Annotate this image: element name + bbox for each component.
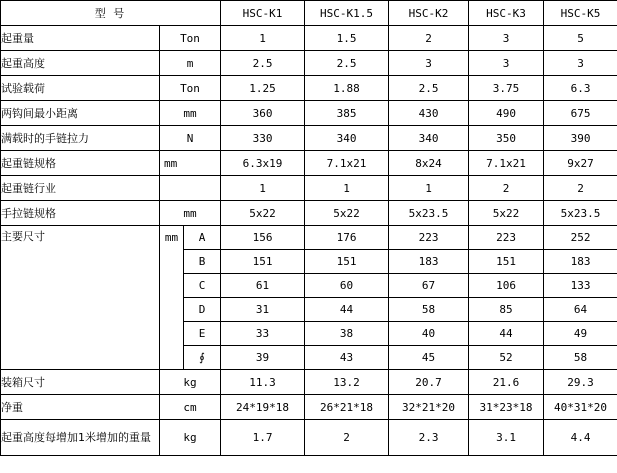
model-name: HSC-K5 [544,1,617,26]
dimension-value: 58 [544,346,617,370]
row-value: 1.88 [305,76,389,101]
row-value: 2.3 [389,420,469,456]
row-value: 21.6 [469,370,544,395]
row-value: 350 [469,126,544,151]
row-unit: kg [160,370,221,395]
row-unit: mm [160,201,221,226]
row-value: 13.2 [305,370,389,395]
dimension-value: 223 [469,226,544,250]
row-value: 8x24 [389,151,469,176]
row-value: 3 [469,26,544,51]
table-row [1,101,617,126]
row-unit: mm [160,101,221,126]
row-label: 手拉链规格 [1,201,160,226]
dimension-value: 44 [469,322,544,346]
dimension-value: 44 [305,298,389,322]
table-row [1,126,617,151]
dimension-value: 151 [221,250,305,274]
row-value: 24*19*18 [221,395,305,420]
row-unit: Ton [160,76,221,101]
row-value: 31*23*18 [469,395,544,420]
row-label: 试验载荷 [1,76,160,101]
dimension-value: 60 [305,274,389,298]
row-unit: N [160,126,221,151]
row-value: 2 [544,176,617,201]
spec-table-body [1,1,617,456]
dimension-value: 252 [544,226,617,250]
dimension-sublabel: ∮ [184,346,221,370]
dimension-value: 61 [221,274,305,298]
row-value: 20.7 [389,370,469,395]
row-value: 40*31*20 [544,395,617,420]
table-row [1,395,617,420]
dimension-value: 156 [221,226,305,250]
row-value: 5x23.5 [389,201,469,226]
row-value: 1 [221,26,305,51]
row-value: 3.75 [469,76,544,101]
row-value: 3.1 [469,420,544,456]
row-value: 340 [389,126,469,151]
row-unit [160,176,221,201]
row-label: 起重量 [1,26,160,51]
row-unit: Ton [160,26,221,51]
row-value: 5x23.5 [544,201,617,226]
dimension-sublabel: A [184,226,221,250]
row-value: 2.5 [389,76,469,101]
dimensions-unit: mm [160,226,184,370]
row-value: 675 [544,101,617,126]
dimensions-label: 主要尺寸 [1,226,160,370]
dimension-value: 176 [305,226,389,250]
table-row [1,76,617,101]
dimension-value: 106 [469,274,544,298]
row-value: 1.7 [221,420,305,456]
row-value: 4.4 [544,420,617,456]
row-value: 390 [544,126,617,151]
dimension-value: 45 [389,346,469,370]
row-value: 3 [469,51,544,76]
row-value: 3 [389,51,469,76]
dimension-value: 38 [305,322,389,346]
dimension-value: 67 [389,274,469,298]
row-value: 9x27 [544,151,617,176]
row-value: 6.3 [544,76,617,101]
model-name: HSC-K2 [389,1,469,26]
row-value: 2.5 [221,51,305,76]
dimension-value: 64 [544,298,617,322]
row-value: 26*21*18 [305,395,389,420]
row-value: 32*21*20 [389,395,469,420]
dimension-value: 31 [221,298,305,322]
row-value: 5x22 [221,201,305,226]
dimension-sublabel: D [184,298,221,322]
model-header: 型 号 [1,1,221,26]
model-name: HSC-K1.5 [305,1,389,26]
dimension-value: 223 [389,226,469,250]
row-value: 5 [544,26,617,51]
table-row [1,176,617,201]
dimension-value: 43 [305,346,389,370]
dimension-sublabel: C [184,274,221,298]
row-value: 2.5 [305,51,389,76]
row-value: 385 [305,101,389,126]
dimension-sublabel: B [184,250,221,274]
row-unit: cm [160,395,221,420]
dimension-value: 40 [389,322,469,346]
row-value: 7.1x21 [305,151,389,176]
row-value: 29.3 [544,370,617,395]
row-value: 5x22 [469,201,544,226]
row-value: 1.25 [221,76,305,101]
dimension-value: 85 [469,298,544,322]
row-value: 5x22 [305,201,389,226]
dimension-value: 52 [469,346,544,370]
dimension-value: 133 [544,274,617,298]
dimension-value: 151 [305,250,389,274]
row-value: 6.3x19 [221,151,305,176]
row-unit: mm [160,151,221,176]
dimension-value: 183 [544,250,617,274]
row-value: 1 [221,176,305,201]
row-label: 装箱尺寸 [1,370,160,395]
table-row [1,420,617,456]
row-label: 起重高度 [1,51,160,76]
row-label: 净重 [1,395,160,420]
dimension-value: 33 [221,322,305,346]
dimension-value: 183 [389,250,469,274]
row-label: 起重链行业 [1,176,160,201]
header-row [1,1,617,26]
table-row [1,51,617,76]
row-value: 1.5 [305,26,389,51]
row-value: 1 [389,176,469,201]
dimension-value: 58 [389,298,469,322]
row-label: 两钩间最小距离 [1,101,160,126]
row-value: 330 [221,126,305,151]
dimension-value: 151 [469,250,544,274]
dimension-sublabel: E [184,322,221,346]
row-value: 2 [389,26,469,51]
dimension-value: 39 [221,346,305,370]
dimension-value: 49 [544,322,617,346]
row-label: 满载时的手链拉力 [1,126,160,151]
model-name: HSC-K1 [221,1,305,26]
table-row [1,201,617,226]
row-value: 430 [389,101,469,126]
row-value: 2 [469,176,544,201]
row-value: 2 [305,420,389,456]
row-value: 1 [305,176,389,201]
row-unit: m [160,51,221,76]
row-value: 340 [305,126,389,151]
dimension-row [1,226,617,250]
table-row [1,26,617,51]
row-value: 11.3 [221,370,305,395]
row-value: 7.1x21 [469,151,544,176]
row-label: 起重高度每增加1米增加的重量 [1,420,160,456]
table-row [1,370,617,395]
row-value: 3 [544,51,617,76]
model-name: HSC-K3 [469,1,544,26]
row-label: 起重链规格 [1,151,160,176]
table-row [1,151,617,176]
row-value: 360 [221,101,305,126]
row-unit: kg [160,420,221,456]
row-value: 490 [469,101,544,126]
